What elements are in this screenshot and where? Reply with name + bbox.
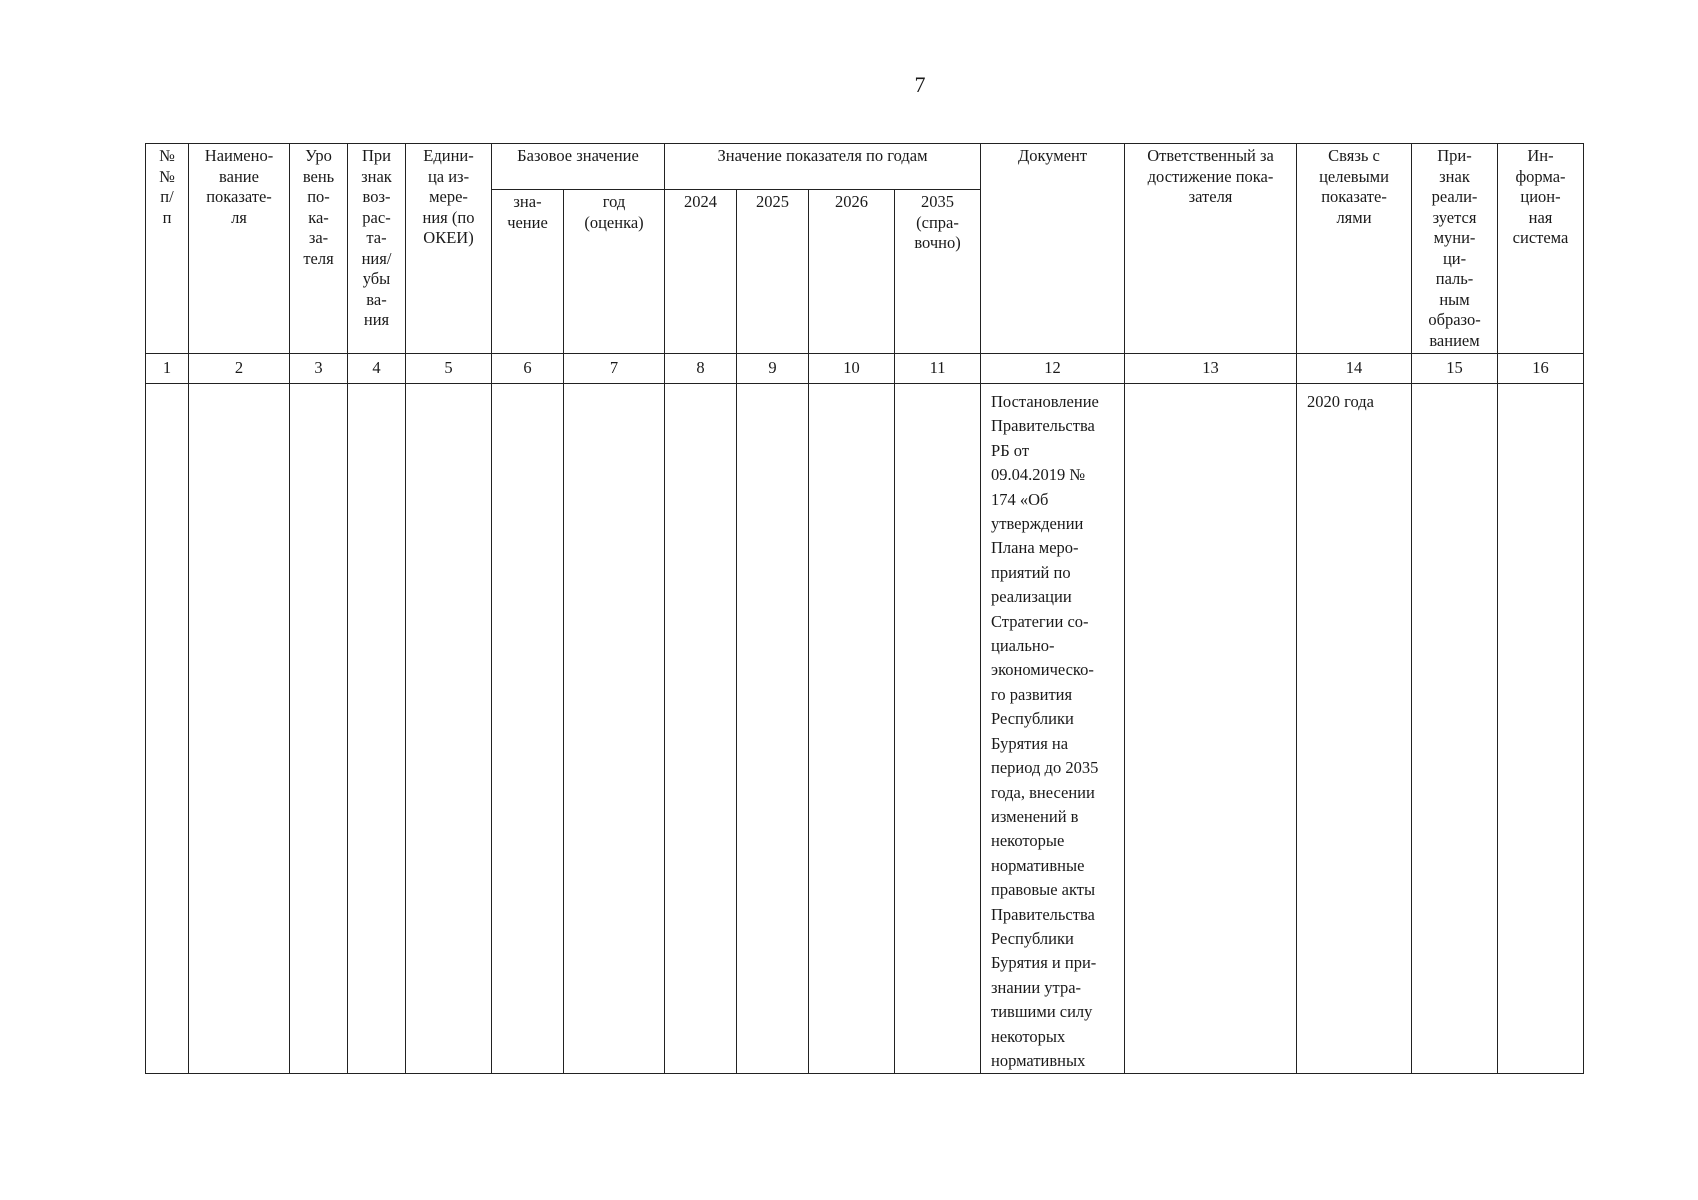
header-municipal-sign: При- знак реали- зуется муни- ци- паль- ным образо- ванием: [1412, 144, 1498, 354]
column-number-cell: 7: [564, 354, 665, 384]
header-base-year: год (оценка): [564, 190, 665, 354]
column-number-cell: 4: [348, 354, 406, 384]
column-number-cell: 1: [146, 354, 189, 384]
cell-growth-sign: [348, 384, 406, 1074]
document-text: Постановление Правительства РБ от 09.04.2019 № 174 «Об утверждении Плана меро- приятий по реализации Стратегии со- циально- экономическо- го развития Республики Бурятия на период до 2035 года, внесении изменений в некоторые нормативные правовые акты Правительства Республики Бурятия и при- знании утра- тившими силу некоторых нормативных: [991, 392, 1099, 1070]
header-base-value: зна- чение: [492, 190, 564, 354]
cell-indicator-level: [290, 384, 348, 1074]
header-growth-sign: При знак воз- рас- та- ния/ убы ва- ния: [348, 144, 406, 354]
page-number: 7: [914, 72, 926, 97]
cell-year-2026: [809, 384, 895, 1074]
column-number-cell: 14: [1297, 354, 1412, 384]
header-values-by-year-group: Значение показателя по годам: [665, 144, 981, 190]
cell-year-2025: [737, 384, 809, 1074]
header-indicator-name: Наимено- вание показате- ля: [189, 144, 290, 354]
cell-year-2035: [895, 384, 981, 1074]
column-number-cell: 8: [665, 354, 737, 384]
column-number-cell: 3: [290, 354, 348, 384]
column-number-cell: 13: [1125, 354, 1297, 384]
cell-municipal-sign: [1412, 384, 1498, 1074]
column-number-cell: 9: [737, 354, 809, 384]
header-unit: Едини- ца из- мере- ния (по ОКЕИ): [406, 144, 492, 354]
table-row: [146, 384, 1584, 1074]
column-number-cell: 10: [809, 354, 895, 384]
column-number-cell: 6: [492, 354, 564, 384]
column-number-cell: 12: [981, 354, 1125, 384]
header-year-2024: 2024: [665, 190, 737, 354]
header-document: Документ: [981, 144, 1125, 354]
column-number-cell: 11: [895, 354, 981, 384]
indicators-table: [145, 143, 1584, 1074]
cell-base-value: [492, 384, 564, 1074]
cell-document: [981, 384, 1125, 1074]
target-link-text: 2020 года: [1307, 392, 1374, 411]
cell-base-year: [564, 384, 665, 1074]
cell-year-2024: [665, 384, 737, 1074]
cell-target-link: [1297, 384, 1412, 1074]
column-number-cell: 15: [1412, 354, 1498, 384]
column-numbers-row: [146, 354, 1584, 384]
header-indicator-level: Уро вень по- ка- за- теля: [290, 144, 348, 354]
header-row-1: [146, 144, 1584, 190]
column-number-cell: 5: [406, 354, 492, 384]
header-target-link: Связь с целевыми показате- лями: [1297, 144, 1412, 354]
header-responsible: Ответственный за достижение пока- зателя: [1125, 144, 1297, 354]
cell-information-system: [1498, 384, 1584, 1074]
cell-responsible: [1125, 384, 1297, 1074]
header-row-number: № № п/ п: [146, 144, 189, 354]
column-number-cell: 2: [189, 354, 290, 384]
cell-row-number: [146, 384, 189, 1074]
header-information-system: Ин- форма- цион- ная система: [1498, 144, 1584, 354]
column-number-cell: 16: [1498, 354, 1584, 384]
header-year-2026: 2026: [809, 190, 895, 354]
header-year-2035: 2035 (спра- вочно): [895, 190, 981, 354]
header-year-2025: 2025: [737, 190, 809, 354]
cell-unit: [406, 384, 492, 1074]
header-base-value-group: Базовое значение: [492, 144, 665, 190]
cell-indicator-name: [189, 384, 290, 1074]
